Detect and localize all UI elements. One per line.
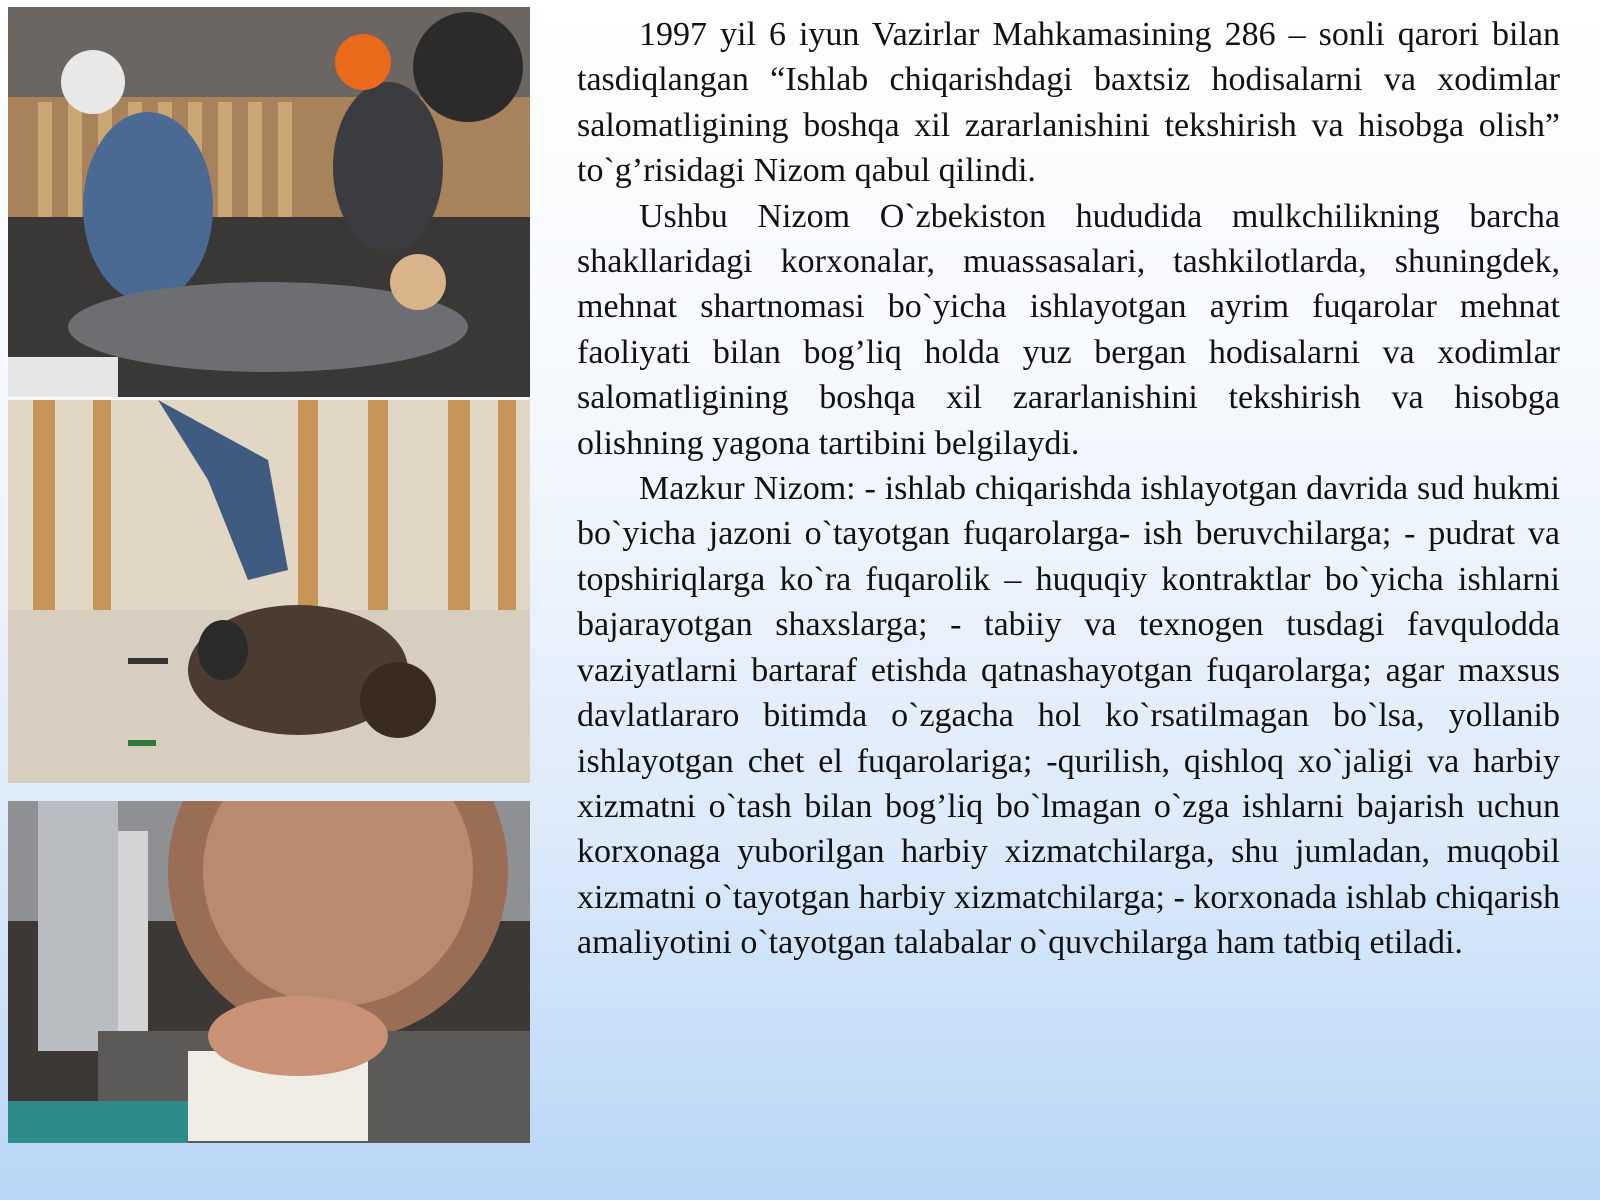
fallen-construction-worker-photo — [8, 400, 530, 783]
circular-saw-hand-photo — [8, 801, 530, 1143]
paragraph-applicability: Mazkur Nizom: - ishlab chiqarishda ishlayotgan davrida sud hukmi bo`yicha jazoni o`tayotgan fuqarolarga- ish beruvchilarga; - pudrat va topshiriqlarga ko`ra fuqarolik – huquqiy kontraktlar bo`yicha ishlarni bajarayotgan shaxslarga; - tabiiy va texnogen tusdagi favqulodda vaziyatlarni bartaraf etishda qatnashayotgan fuqarolarga; agar maxsus davlatlararo bitimda o`zgacha hol ko`rsatilmagan bo`lsa, yollanib ishlayotgan chet el fuqarolariga; -qurilish, qishloq xo`jaligi va harbiy xizmatni o`tash bilan bog’liq bo`lmagan o`zga ishlarni bajarish uchun korxonaga yuborilgan harbiy xizmatchilarga, shu jumladan, muqobil xizmatni o`tayotgan harbiy xizmatchilarga; - korxonada ishlab chiqarish amaliyotini o`tayotgan talabalar o`quvchilarga ham tatbiq etiladi. — [577, 470, 1560, 962]
first-aid-injured-worker-photo — [8, 7, 530, 397]
body-text — [577, 12, 1560, 966]
paragraph-decree: 1997 yil 6 iyun Vazirlar Mahkamasining 286 – sonli qarori bilan tasdiqlangan “Ishlab chiqarishdagi baxtsiz hodisalarni va xodimlar salomatligining boshqa xil zararlanishini tekshirish va hisobga olish” to`g’risidagi Nizom qabul qilindi. — [577, 16, 1560, 190]
paragraph-scope: Ushbu Nizom O`zbekiston hududida mulkchilikning barcha shakllaridagi korxonalar, muassasalari, tashkilotlarda, shuningdek, mehnat shartnomasi bo`yicha ishlayotgan ayrim fuqarolar mehnat faoliyati bilan bog’liq holda yuz bergan hodisalarni va xodimlar salomatligining boshqa xil zararlanishini tekshirish va hisobga olishning yagona tartibini belgilaydi. — [577, 197, 1560, 462]
